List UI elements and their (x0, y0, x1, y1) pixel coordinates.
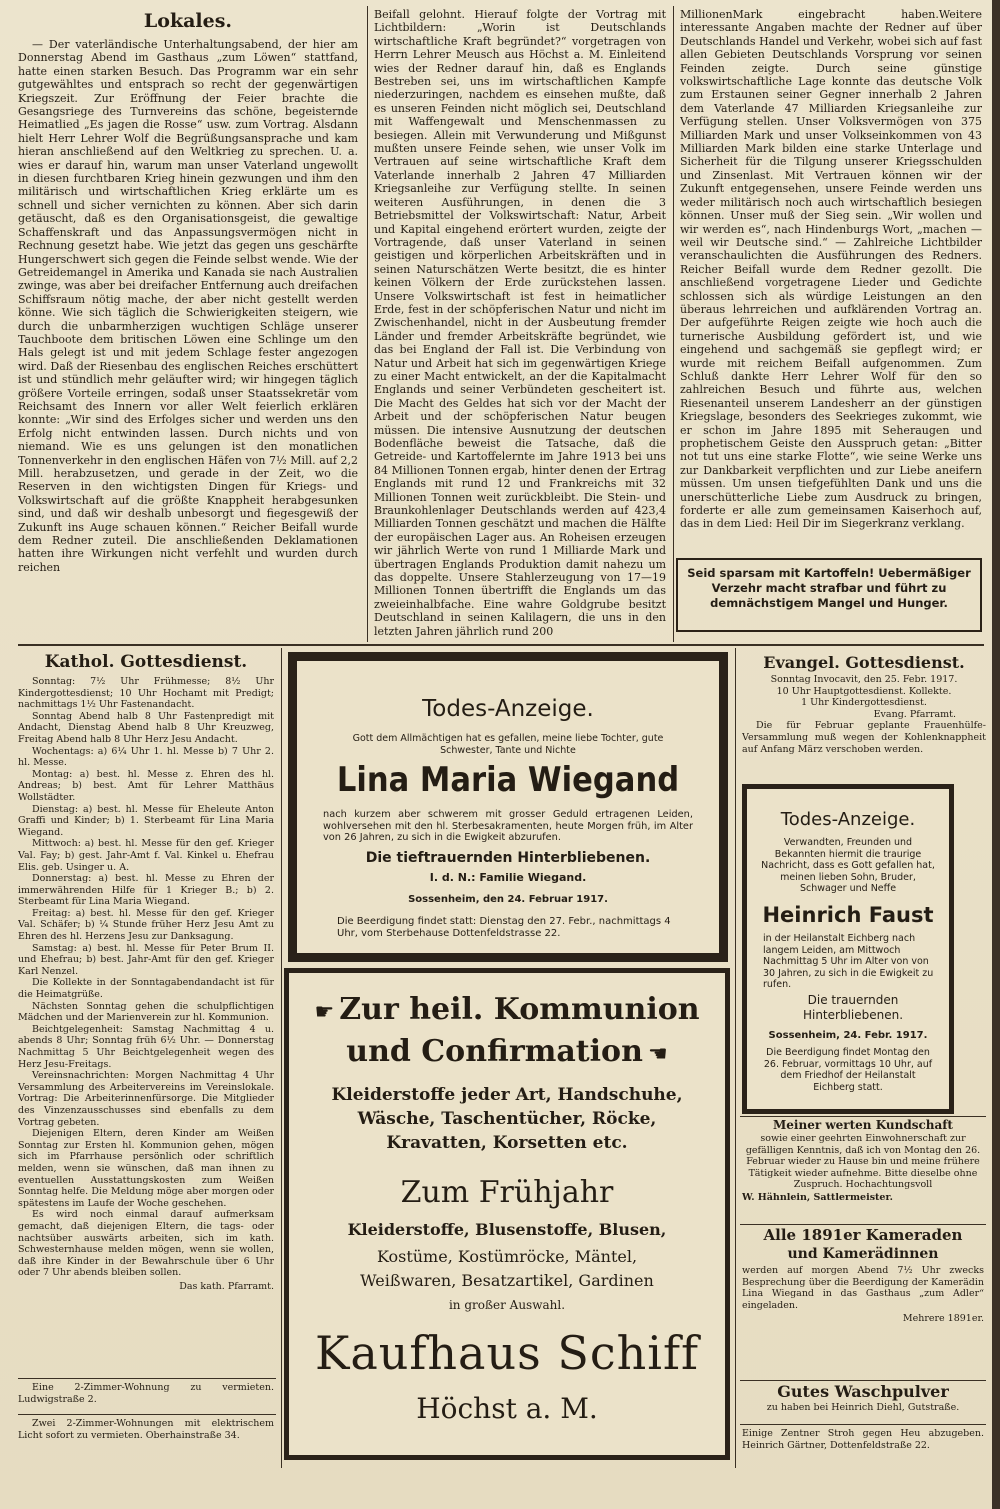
obituary-faust-name: Heinrich Faust (762, 903, 934, 927)
obituary-wiegand (288, 652, 728, 962)
lokales-column-2 (374, 8, 666, 643)
ad-rule (18, 1414, 276, 1415)
stroh-body: Einige Zentner Stroh gegen Heu abzugeben. Heinrich Gärtner, Dottenfeldstraße 22. (742, 1428, 984, 1451)
kaufhaus-spring: Zum Frühjahr (400, 1175, 614, 1210)
kathol-paragraph: Vereinsnachrichten: Morgen Nachmittag 4 Uhr Versammlung des Arbeitervereins im Vereinslokale. Vortrag: Die Arbeiterinnenfürsorge. Die Mitglieder des Vinzenzausschusses sind ebenfalls zu dem Vortrag gebeten. (18, 1070, 274, 1128)
evangel-note: Die für Februar geplante Frauenhülfe-Versammlung muß wegen der Kohlenknappheit auf Anfang März verschoben werden. (742, 720, 986, 755)
kaufhaus-city: Höchst a. M. (416, 1392, 598, 1425)
apartment-ad-2-text: Zwei 2-Zimmer-Wohnungen mit elektrischem Licht sofort zu vermieten. Oberhainstraße 34. (18, 1418, 274, 1441)
ad-rule (18, 1378, 276, 1379)
obituary-faust-body: in der Heilanstalt Eichberg nach langem Leiden, am Mittwoch Nachmittag 5 Uhr im Alter von von 30 Jahren, zu sich in die Ewigkeit zu rufen. (763, 933, 934, 990)
lokales-column-3 (680, 8, 982, 558)
kathol-paragraph: Nächsten Sonntag gehen die schulpflichtigen Mädchen und der Marienverein zur hl. Kommunion. (18, 1000, 274, 1024)
kathol-paragraph: Dienstag: a) best. hl. Messe für Eheleute Anton Graffi und Kinder; b) 1. Sterbeamt für Lina Maria Wiegand. (18, 803, 274, 838)
kaufhaus-line1-row (289, 991, 725, 1029)
kathol-paragraph: Freitag: a) best. hl. Messe für den gef. Krieger Val. Schäfer; b) ¼ Stunde früher Herz Jesu Amt zu Ehren des hl. Herzens Jesu zur Danksagung. (18, 907, 274, 943)
evangel-line4: Evang. Pfarramt. (873, 708, 956, 720)
kaufhaus-items4: in großer Auswahl. (448, 1298, 566, 1312)
kathol-paragraph: Montag: a) best. hl. Messe z. Ehren des hl. Andreas; b) best. Amt für Lehrer Matthäus Wollstädter. (18, 768, 274, 803)
column-rule (281, 648, 282, 1468)
ad-rule (740, 1224, 986, 1225)
kathol-heading: Kathol. Gottesdienst. (44, 652, 248, 672)
kathol-paragraph: Es wird noch einmal darauf aufmerksam gemacht, daß diejenigen Eltern, die tags- oder nachtsüber auswärts arbeiten, sich im kath. Schwesternhause melden mögen, wenn sie wollen, daß ihre Kinder in der Bewahrschule über 6 Uhr oder 7 Uhr abends bleiben sollen. (18, 1209, 274, 1279)
obituary-wiegand-place: Sossenheim, den 24. Februar 1917. (408, 894, 608, 905)
kathol-paragraph: Die Kollekte in der Sonntagabendandacht ist für die Heimatgrüße. (18, 977, 274, 1001)
obituary-faust-funeral: Die Beerdigung findet Montag den 26. Februar, vormittags 10 Uhr, auf dem Friedhof der Heilanstalt Eichberg statt. (763, 1047, 933, 1093)
kathol-signoff: Das kath. Pfarramt. (179, 1280, 274, 1292)
ad-rule (740, 1380, 986, 1381)
kaufhaus-line1: Zur heil. Kommunion (339, 992, 700, 1027)
evangel-line3: 1 Uhr Kindergottesdienst. (801, 697, 927, 709)
kathol-paragraph: Wochentags: a) 6¼ Uhr 1. hl. Messe b) 7 Uhr 2. hl. Messe. (18, 745, 274, 769)
obituary-faust-intro: Verwandten, Freunden und Bekannten hiermit die traurige Nachricht, dass es Gott gefallen hat, meinen lieben Sohn, Bruder, Schwager und Neffe (761, 837, 935, 894)
evangel-section (742, 652, 986, 780)
kaufhaus-items1: Kleiderstoffe jeder Art, Handschuhe, Wäsche, Taschentücher, Röcke, Kravatten, Korsetten etc. (331, 1085, 683, 1153)
apartment-ad-2 (18, 1418, 274, 1462)
kameraden-signature: Mehrere 1891er. (902, 1313, 984, 1325)
kaufhaus-items3: Kostüme, Kostümröcke, Mäntel, Weißwaren, Besatzartikel, Gardinen (360, 1247, 654, 1290)
kaufhaus-line2-row (289, 1033, 725, 1071)
kathol-paragraph: Donnerstag: a) best. hl. Messe zu Ehren der immerwährenden Hilfe für 1 Krieger B.; b) 2. Sterbeamt für Lina Maria Wiegand. (18, 873, 274, 908)
pointing-hand-icon-left: ☛ (647, 1042, 668, 1067)
potato-notice-text: Seid sparsam mit Kartoffeln! Uebermäßiger Verzehr macht strafbar und führt zu demnächstigem Mangel und Hunger. (687, 566, 971, 610)
apartment-ad-1 (18, 1382, 274, 1412)
section-rule (18, 644, 984, 646)
page-edge-shadow (992, 0, 1000, 1509)
kaufhaus-name: Kaufhaus Schiff (314, 1326, 699, 1380)
obituary-wiegand-title: Todes-Anzeige. (422, 696, 594, 722)
obituary-wiegand-family: I. d. N.: Familie Wiegand. (429, 871, 587, 884)
obituary-wiegand-mourners: Die tieftrauernden Hinterbliebenen. (365, 850, 651, 866)
kathol-paragraph: Mittwoch: a) best. hl. Messe für den gef. Krieger Val. Fay; b) gest. Jahr-Amt f. Val. Kinkel u. Ehefrau Elis. geb. Usinger u. A. (18, 838, 274, 873)
evangel-heading: Evangel. Gottesdienst. (763, 653, 965, 672)
obituary-faust (742, 784, 954, 1114)
waschpulver-ad (742, 1382, 984, 1422)
obituary-wiegand-name: Lina Maria Wiegand (336, 760, 680, 800)
column-rule (673, 6, 674, 642)
ad-rule (740, 1424, 986, 1425)
haehnlein-ad (742, 1118, 984, 1222)
kathol-paragraph: Samstag: a) best. hl. Messe für Peter Brum II. und Ehefrau; b) best. Jahr-Amt für den gef. Krieger Karl Nenzel. (18, 942, 274, 977)
kaufhaus-items2: Kleiderstoffe, Blusenstoffe, Blusen, (347, 1220, 667, 1239)
kaufhaus-line2: und Confirmation (346, 1034, 643, 1069)
kameraden-title1: Alle 1891er Kameraden (763, 1226, 963, 1244)
kathol-paragraph: Diejenigen Eltern, deren Kinder am Weißen Sonntag zur Ersten hl. Kommunion gehen, mögen sich im Pfarrhause persönlich oder schriftlich melden, wenn sie wünschen, daß man ihnen zu eventuellen Ausstattungskosten zum Weißen Sonntag helfe. Die Meldung möge aber morgen oder spätestens im Laufe der Woche geschehen. (18, 1128, 274, 1209)
kaufhaus-schiff-ad (284, 968, 730, 1460)
apartment-ad-1-text: Eine 2-Zimmer-Wohnung zu vermieten. Ludwigstraße 2. (18, 1382, 274, 1405)
evangel-line1: Sonntag Invocavit, den 25. Febr. 1917. (770, 674, 958, 685)
lokales-column-1 (18, 8, 358, 643)
kathol-column (18, 650, 274, 1375)
kathol-paragraph: Beichtgelegenheit: Samstag Nachmittag 4 u. abends 8 Uhr; Sonntag früh 6½ Uhr. — Donnerstag Nachmittag 5 Uhr Beichtgelegenheit wegen des Herz Jesu-Freitags. (18, 1023, 274, 1070)
kameraden-body: werden auf morgen Abend 7½ Uhr zwecks Besprechung über die Beerdigung der Kamerädin Lina Wiegand in das Gasthaus „zum Adler“ eingeladen. (742, 1265, 984, 1311)
waschpulver-title: Gutes Waschpulver (777, 1382, 949, 1401)
obituary-faust-title: Todes-Anzeige. (780, 809, 916, 830)
haehnlein-signature: W. Hähnlein, Sattlermeister. (742, 1191, 893, 1203)
kathol-paragraph: Sonntag: 7½ Uhr Frühmesse; 8½ Uhr Kindergottesdienst; 10 Uhr Hochamt mit Predigt; nachmittags 1½ Uhr Fastenandacht. (18, 676, 274, 711)
obituary-faust-place: Sossenheim, 24. Febr. 1917. (768, 1030, 928, 1041)
pointing-hand-icon: ☛ (314, 1000, 335, 1025)
obituary-wiegand-body: nach kurzem aber schwerem mit grosser Geduld ertragenen Leiden, wohlversehen mit den hl. Sterbesakramenten, heute Morgen früh, im Alter von 26 Jahren, zu sich in die Ewigkeit abzurufen. (323, 809, 693, 844)
obituary-faust-mourners: Die trauernden Hinterbliebenen. (802, 993, 904, 1022)
kameraden-ad (742, 1226, 984, 1376)
obituary-wiegand-intro: Gott dem Allmächtigen hat es gefallen, meine liebe Tochter, gute Schwester, Tante und Nichte (352, 733, 664, 756)
lokales-heading: Lokales. (143, 10, 233, 32)
haehnlein-body: sowie einer geehrten Einwohnerschaft zur gefälligen Kenntnis, daß ich von Montag den 26. Februar wieder zu Hause bin und meine frühere Tätigkeit wieder aufnehme. Bitte dieselbe ohne Zuspruch. Hochachtungsvoll (745, 1133, 981, 1191)
stroh-ad (742, 1428, 984, 1472)
haehnlein-title: Meiner werten Kundschaft (773, 1118, 953, 1132)
potato-notice-box (676, 558, 982, 632)
lokales-paragraph: Beifall gelohnt. Hierauf folgte der Vortrag mit Lichtbildern: „Worin ist Deutschlands wirtschaftliche Kraft begründet?“ vorgetragen von Herrn Lehrer Meusch aus Höchst a. M. Einleitend wies der Redner darauf hin, daß es Englands Bestreben sei, uns im wirtschaftlichen Kampfe niederzuringen, nachdem es einsehen mußte, daß es unseren Feinden nicht möglich sei, Deutschland mit Waffengewalt und Menschenmassen zu besiegen. Allein mit Verwunderung und Mißgunst mußten unsere Feinde sehen, wie unser Volk im Vertrauen auf seine wirtschaftliche Kraft dem Vaterlande innerhalb 2 Jahren 47 Milliarden Kriegsanleihe zur Verfügung stellte. In seinen weiteren Ausführungen, in denen die 3 Betriebsmittel der Volkswirtschaft: Natur, Arbeit und Kapital eingehend erörtert wurden, zeigte der Vortragende, daß unser Vaterland in seinen geistigen und körperlichen Arbeitskräften und in seinen Naturschätzen Werte besitzt, die es hinter keinen Völkern der Erde zurückstehen lassen. Unsere Volkswirtschaft ist fest in heimatlicher Erde, fest in der schöpferischen Natur und nicht im Zwischenhandel, nicht in der Ausbeutung fremder Länder und fremder Arbeitskräfte begründet, wie das bei England der Fall ist. Die Verbindung von Natur und Arbeit hat sich im gegenwärtigen Kriege zu einer Macht entwickelt, an der die Kapitalmacht Englands und seiner Verbündeten gescheitert ist. Die Macht des Geldes hat sich vor der Macht der Arbeit und der schöpferischen Natur beugen müssen. Die intensive Ausnutzung der deutschen Bodenfläche beweist die Tatsache, daß die Getreide- und Kartoffelernte im Jahre 1913 bei uns 84 Millionen Tonnen ergab, hinter denen der Ertrag Englands mit rund 12 und Frankreichs mit 32 Millionen Tonnen weit zurückbleibt. Die Stein- und Braunkohlenlager Deutschlands werden auf 423,4 Milliarden Tonnen geschätzt und machen die Hälfte der europäischen Lager aus. An Roheisen erzeugen wir jährlich Werte von rund 1 Milliarde Mark und übertragen Englands Produktion damit nahezu um das doppelte. Unsere Stahlerzeugung von 17—19 Millionen Tonnen übertrifft die Englands um das zweieinhalbfache. Eine wahre Goldgrube besitzt Deutschland in seinen Kalilagern, die uns in den letzten Jahren jährlich rund 200 (374, 8, 666, 638)
lokales-paragraph: MillionenMark eingebracht haben.Weitere interessante Angaben machte der Redner auf über Deutschlands Handel und Verkehr, wobei sich auf fast allen Gebieten Deutschlands Vorsprung vor seinen Feinden zeigte. Durch seine günstige volkswirtschaftliche Lage konnte das deutsche Volk zum Erstaunen seiner Gegner innerhalb 2 Jahren dem Vaterlande 47 Milliarden Kriegsanleihe zur Verfügung stellen. Unser Volksvermögen von 375 Milliarden Mark und unser Volkseinkommen von 43 Milliarden Mark bilden eine starke Unterlage und Sicherheit für die Tilgung unserer Kriegsschulden und Zinsenlast. Mit Vertrauen können wir der Zukunft entgegensehen, unsere Feinde werden uns weder militärisch noch auch wirtschaftlich besiegen können. Unser muß der Sieg sein. „Wir wollen und wir werden es“, nach Hindenburgs Wort, „machen — weil wir Deutsche sind.“ — Zahlreiche Lichtbilder veranschaulichten die Ausführungen des Redners. Reicher Beifall wurde dem Redner gezollt. Die anschließend vorgetragene Lieder und Gedichte schlossen sich als würdige Leistungen an den überaus lehrreichen und aufklärenden Vortrag an. Der aufgeführte Reigen zeigte wie hoch auch die turnerische Ausbildung gefördert ist, und wie eingehend und sachgemäß sie gepflegt wird; er wurde mit reichem Beifall aufgenommen. Zum Schluß dankte Herr Lehrer Wolf für den so zahlreichen Besuch und führte aus, welchen Riesenanteil unserem Landesherr an der günstigen Kriegslage, besonders des Seekrieges zukommt, wie er schon im Jahre 1895 mit Seheraugen und prophetischem Geiste den Ausspruch getan: „Bitter not tut uns eine starke Flotte“, wie seine Werke uns zur Dankbarkeit verpflichten und zur Liebe aneifern müssen. Um unsen tiefgefühlten Dank und uns die unerschütterliche Liebe zum Ausdruck zu bringen, forderte er alle zum gemeinsamen Kaiserhoch auf, das in dem Lied: Heil Dir im Siegerkranz verklang. (680, 8, 982, 531)
column-rule (735, 648, 736, 1468)
kameraden-title2: und Kamerädinnen (787, 1246, 939, 1262)
column-rule (367, 6, 368, 642)
obituary-wiegand-funeral: Die Beerdigung findet statt: Dienstag den 27. Febr., nachmittags 4 Uhr, vom Sterbehause Dottenfeldstrasse 22. (337, 916, 671, 939)
ad-rule (740, 1116, 986, 1117)
lokales-paragraph: — Der vaterländische Unterhaltungsabend, der hier am Donnerstag Abend im Gasthaus „zum Löwen“ stattfand, hatte einen starken Besuch. Das Programm war ein sehr gutgewähltes und entsprach so recht der gegenwärtigen Kriegszeit. Zur Eröffnung der Feier brachte die Gesangsriege des Turnvereins das schöne, begeisternde Heimatlied „Es jagen die Rosse“ usw. zum Vortrag. Alsdann hielt Herr Lehrer Wolf die Begrüßungsansprache und kam hieran anschließend auf den Weltkrieg zu sprechen. U. a. wies er darauf hin, warum man unser Vaterland ungewollt in diesen furchtbaren Krieg hinein gezwungen und ihm den militärisch und wirtschaftlichen Krieg erklärte um es schnell und sicher vernichten zu können. Aber sich darin getäuscht, daß es den Organisationsgeist, die gewaltige Schaffenskraft und das Anpassungsvermögen nicht in Rechnung gesetzt habe. Wie jetzt das gegen uns geschärfte Hungerschwert sich gegen die Feinde selbst wende. Wie der Getreidemangel in Amerika und Kanada sie nach Australien zwinge, was aber bei dreifacher Entfernung auch dreifachen Schiffsraum nötig mache, der aber nicht gestellt werden könne. Wie sich täglich die Schwierigkeiten steigern, wie durch die unbarmherzigen wuchtigen Schläge unserer Tauchboote dem britischen Löwen eine Schlinge um den Hals gelegt ist und mit jedem Schlage fester angezogen wird. Daß der Riesenbau des englischen Reiches erschüttert ist und stündlich mehr geläufter wird; wir hingegen täglich größere Vorteile erringen, sodaß unser Staatssekretär vom Reichsamt des Innern vor aller Welt feierlich erklären konnte: „Wir sind des Erfolges sicher und werden uns den Erfolg nicht entwinden lassen. Durch nichts und von niemand. Wie es uns gelungen ist den monatlichen Tonnenverkehr in den englischen Häfen von 7½ Mill. auf 2,2 Mill. herabzusetzen, und gerade in der Zeit, wo die Reserven in den wichtigsten Dingen für Kriegs- und Volkswirtschaft auf die größte Knappheit herabgesunken sind, und daß wir deshalb unbesorgt und fiegesgewiß der Zukunft ins Auge schauen können.“ Reicher Beifall wurde dem Redner zuteil. Die anschließenden Deklamationen hatten ihre Wirkungen nicht verfehlt und wurden durch reichen (18, 38, 358, 574)
waschpulver-body: zu haben bei Heinrich Diehl, Gutstraße. (766, 1402, 960, 1413)
evangel-line2: 10 Uhr Hauptgottesdienst. Kollekte. (776, 685, 952, 697)
kathol-paragraph: Sonntag Abend halb 8 Uhr Fastenpredigt mit Andacht, Dienstag Abend halb 8 Uhr Kreuzweg, Freitag Abend halb 8 Uhr Herz Jesu Andacht. (18, 710, 274, 745)
